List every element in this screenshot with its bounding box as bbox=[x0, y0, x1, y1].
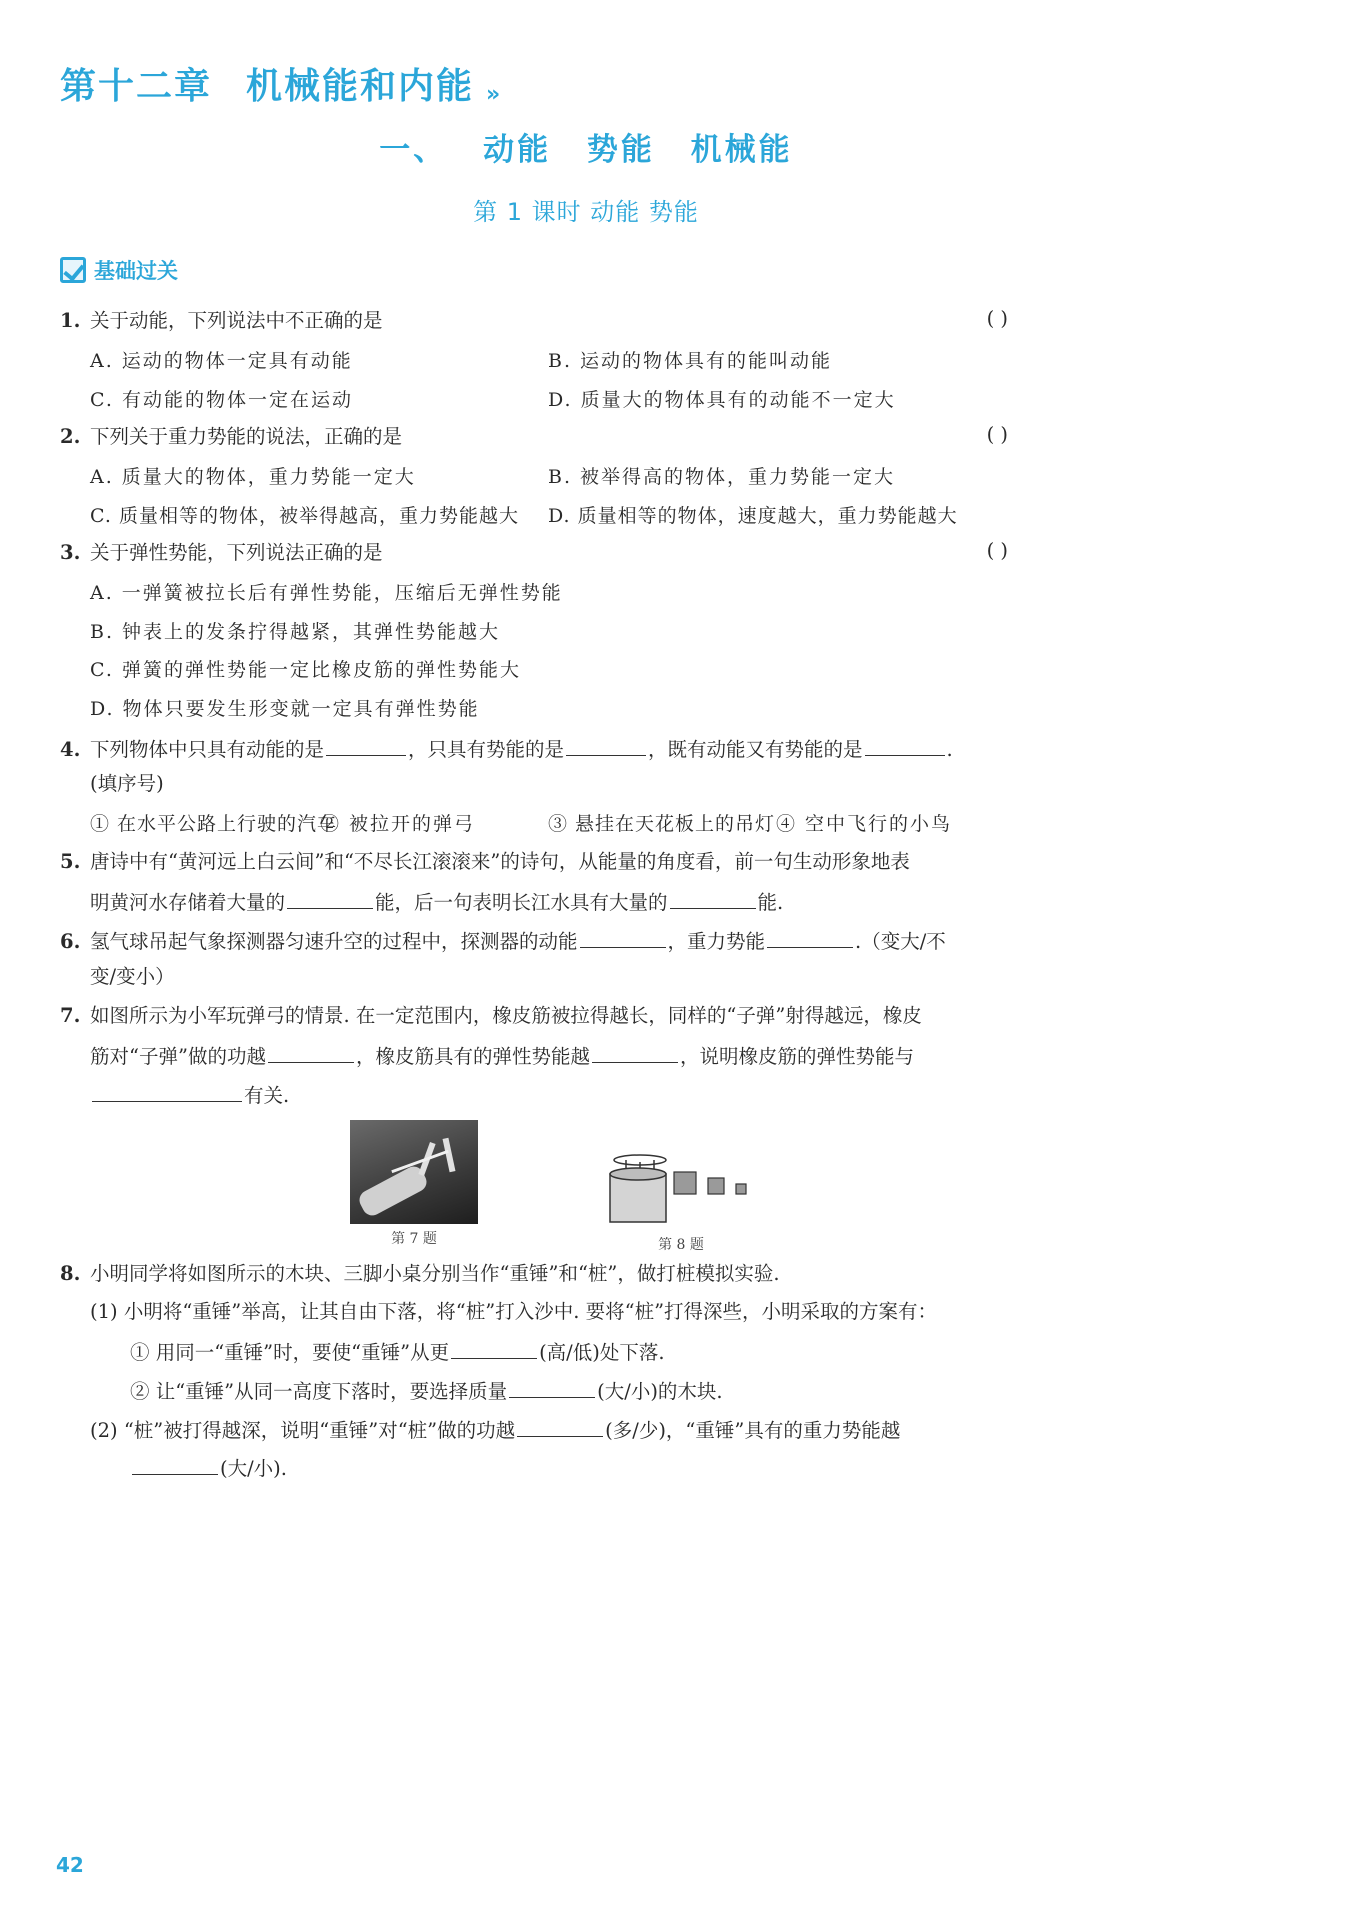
question-text: ，说明橡皮筋的弹性势能与 bbox=[679, 1045, 914, 1068]
question-2 bbox=[60, 423, 402, 451]
fill-order-note: (填序号) bbox=[90, 772, 164, 795]
question-number: 1. bbox=[60, 309, 81, 332]
question-stem: 关于弹性势能，下列说法正确的是 bbox=[90, 541, 383, 564]
badge-label: 基础过关 bbox=[94, 259, 178, 283]
question-number: 5. bbox=[60, 850, 81, 873]
question-text: (大/小)的木块. bbox=[597, 1380, 723, 1403]
option-d: D. 物体只要发生形变就一定具有弹性势能 bbox=[90, 698, 480, 720]
question-text: (多/少)，“重锤”具有的重力势能越 bbox=[605, 1419, 901, 1442]
option-b: B. 被举得高的物体，重力势能一定大 bbox=[548, 466, 896, 488]
question-7 bbox=[60, 1002, 922, 1030]
question-number: 2. bbox=[60, 425, 81, 448]
question-text: 唐诗中有“黄河远上白云间”和“不尽长江滚滚来”的诗句，从能量的角度看，前一句生动形象地表 bbox=[90, 850, 910, 873]
table-and-blocks-diagram bbox=[606, 1150, 756, 1226]
item-option-1: ① 在水平公路上行驶的汽车 bbox=[90, 813, 338, 835]
answer-paren: ( ) bbox=[986, 539, 1008, 562]
option-b: B. 运动的物体具有的能叫动能 bbox=[548, 350, 833, 372]
question-text: ，重力势能 bbox=[667, 930, 766, 953]
answer-paren: ( ) bbox=[986, 423, 1008, 446]
answer-blank[interactable] bbox=[509, 1375, 595, 1398]
answer-blank[interactable] bbox=[592, 1040, 678, 1063]
option-d: D. 质量相等的物体，速度越大，重力势能越大 bbox=[548, 505, 958, 527]
question-7-line-3 bbox=[90, 1079, 289, 1110]
answer-blank[interactable] bbox=[580, 925, 666, 948]
question-text: 能. bbox=[757, 891, 784, 914]
question-text: (2) “桩”被打得越深，说明“重锤”对“桩”做的功越 bbox=[90, 1419, 516, 1442]
question-8-part-1: (1) 小明将“重锤”举高，让其自由下落，将“桩”打入沙中. 要将“桩”打得深些，小明采取的方案有： bbox=[90, 1300, 938, 1323]
slingshot-photo bbox=[350, 1120, 478, 1224]
figure-7 bbox=[350, 1120, 478, 1248]
question-4 bbox=[60, 733, 953, 764]
question-number: 4. bbox=[60, 738, 81, 761]
answer-blank[interactable] bbox=[326, 733, 406, 756]
chapter-number: 第十二章 bbox=[60, 66, 213, 107]
question-text: 氢气球吊起气象探测器匀速升空的过程中，探测器的动能 bbox=[90, 930, 578, 953]
question-8-part-2-line-2 bbox=[130, 1452, 287, 1483]
question-number: 6. bbox=[60, 930, 81, 953]
chapter-name: 机械能和内能 bbox=[246, 66, 475, 107]
checkbox-check-icon bbox=[60, 257, 86, 283]
basic-section-badge bbox=[60, 255, 178, 285]
answer-paren: ( ) bbox=[986, 307, 1008, 330]
question-6-line-2: 变/变小） bbox=[90, 965, 175, 988]
question-stem: 关于动能，下列说法中不正确的是 bbox=[90, 309, 383, 332]
double-chevron-icon: » bbox=[486, 82, 503, 107]
question-text: 能，后一句表明长江水具有大量的 bbox=[375, 891, 668, 914]
question-8-part-1b bbox=[130, 1375, 723, 1406]
question-text: 如图所示为小军玩弹弓的情景. 在一定范围内，橡皮筋被拉得越长，同样的“子弹”射得越远，橡皮 bbox=[90, 1004, 922, 1027]
question-7-line-2 bbox=[90, 1040, 914, 1071]
answer-blank[interactable] bbox=[132, 1452, 218, 1475]
answer-blank[interactable] bbox=[517, 1414, 603, 1437]
item-option-3: ③ 悬挂在天花板上的吊灯 bbox=[548, 813, 776, 835]
question-text: ，既有动能又有势能的是 bbox=[648, 738, 863, 761]
option-a: A. 运动的物体一定具有动能 bbox=[90, 350, 353, 372]
question-text: (大/小). bbox=[220, 1457, 287, 1480]
question-text: 筋对“子弹”做的功越 bbox=[90, 1045, 266, 1068]
answer-blank[interactable] bbox=[670, 886, 756, 909]
question-number: 3. bbox=[60, 541, 81, 564]
question-number: 7. bbox=[60, 1004, 81, 1027]
question-8-part-2 bbox=[90, 1414, 900, 1445]
question-stem: 下列关于重力势能的说法，正确的是 bbox=[90, 425, 403, 448]
option-a: A. 质量大的物体，重力势能一定大 bbox=[90, 466, 416, 488]
question-text: 下列物体中只具有动能的是 bbox=[90, 738, 325, 761]
question-text: (高/低)处下落. bbox=[539, 1341, 665, 1364]
question-5 bbox=[60, 848, 910, 876]
question-text: 小明同学将如图所示的木块、三脚小桌分别当作“重锤”和“桩”，做打桩模拟实验. bbox=[90, 1262, 780, 1285]
answer-blank[interactable] bbox=[287, 886, 373, 909]
page-number: 42 bbox=[56, 1853, 84, 1877]
figure-caption: 第 7 题 bbox=[391, 1231, 437, 1247]
figure-caption: 第 8 题 bbox=[658, 1237, 704, 1253]
question-8-part-1a bbox=[130, 1336, 665, 1367]
question-text: . bbox=[946, 738, 953, 761]
lesson-title: 第 1 课时 动能 势能 bbox=[473, 198, 699, 226]
item-option-2: ② 被拉开的弹弓 bbox=[320, 813, 476, 835]
question-3 bbox=[60, 539, 383, 567]
figure-8 bbox=[606, 1150, 756, 1254]
answer-blank[interactable] bbox=[865, 733, 945, 756]
question-text: ① 用同一“重锤”时，要使“重锤”从更 bbox=[130, 1341, 450, 1364]
question-text: ② 让“重锤”从同一高度下落时，要选择质量 bbox=[130, 1380, 508, 1403]
answer-blank[interactable] bbox=[92, 1079, 242, 1102]
question-5-line-2 bbox=[90, 886, 783, 917]
chapter-title bbox=[60, 58, 502, 109]
option-c: C. 质量相等的物体，被举得越高，重力势能越大 bbox=[90, 505, 519, 527]
question-text: ，橡皮筋具有的弹性势能越 bbox=[355, 1045, 590, 1068]
question-number: 8. bbox=[60, 1262, 81, 1285]
question-6 bbox=[60, 925, 946, 956]
question-text: .（变大/不 bbox=[855, 930, 946, 953]
option-c: C. 有动能的物体一定在运动 bbox=[90, 389, 353, 411]
question-text: ，只具有势能的是 bbox=[408, 738, 565, 761]
answer-blank[interactable] bbox=[451, 1336, 537, 1359]
option-b: B. 钟表上的发条拧得越紧，其弹性势能越大 bbox=[90, 621, 501, 643]
option-c: C. 弹簧的弹性势能一定比橡皮筋的弹性势能大 bbox=[90, 659, 521, 681]
question-1 bbox=[60, 307, 383, 335]
answer-blank[interactable] bbox=[566, 733, 646, 756]
option-d: D. 质量大的物体具有的动能不一定大 bbox=[548, 389, 896, 411]
item-option-4: ④ 空中飞行的小鸟 bbox=[776, 813, 953, 835]
question-text: 有关. bbox=[244, 1084, 290, 1107]
question-text: 明黄河水存储着大量的 bbox=[90, 891, 286, 914]
question-8 bbox=[60, 1260, 780, 1288]
answer-blank[interactable] bbox=[767, 925, 853, 948]
answer-blank[interactable] bbox=[268, 1040, 354, 1063]
section-title: 一、 动能 势能 机械能 bbox=[379, 132, 793, 168]
option-a: A. 一弹簧被拉长后有弹性势能，压缩后无弹性势能 bbox=[90, 582, 563, 604]
